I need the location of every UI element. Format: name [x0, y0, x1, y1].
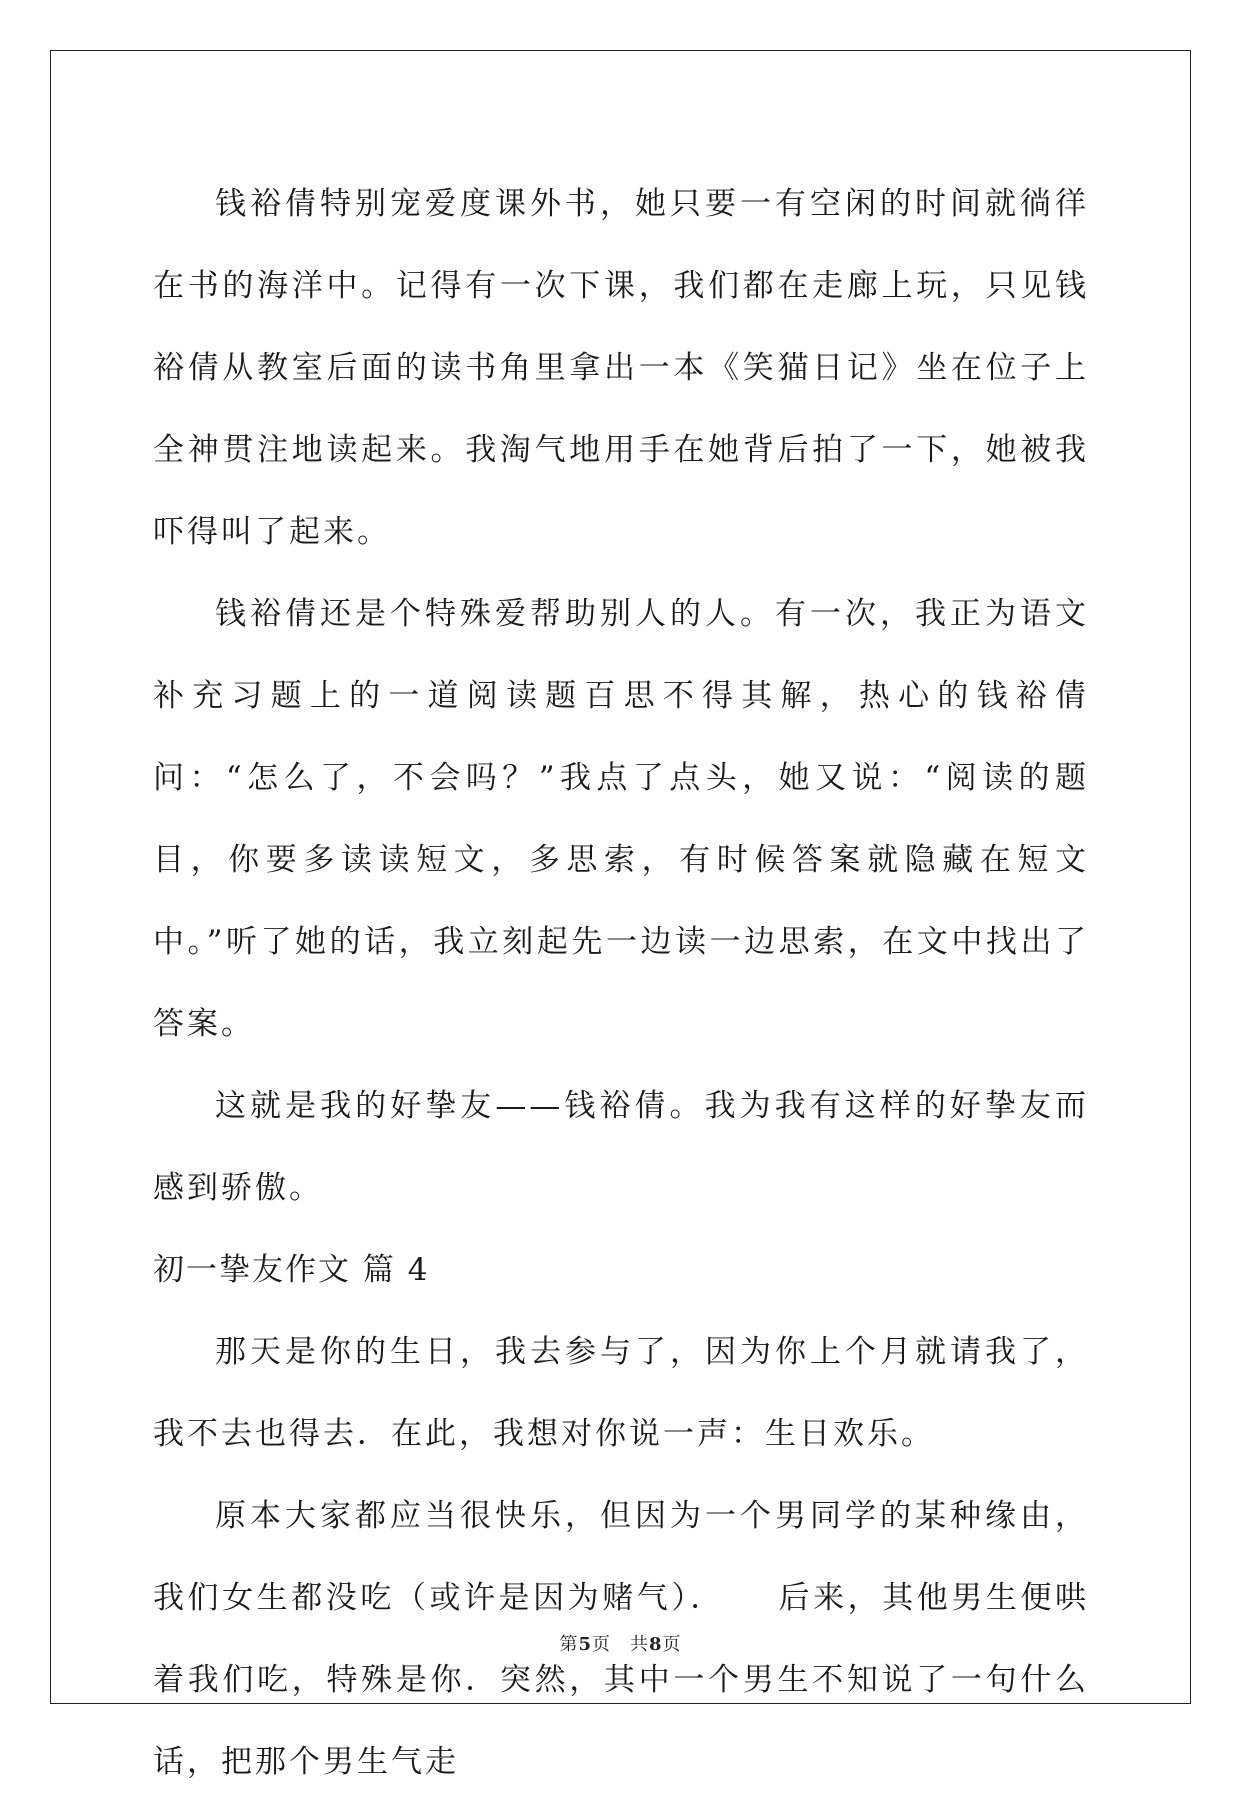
document-body	[153, 163, 1089, 1803]
footer-middle: 页 共	[592, 1634, 649, 1655]
paragraph: 那天是你的生日，我去参与了，因为你上个月就请我了，我不去也得去．在此，我想对你说一声：生日欢乐。	[153, 1334, 1089, 1452]
page-footer	[0, 1630, 1241, 1656]
footer-suffix: 页	[662, 1634, 682, 1655]
footer-page-number: 5	[578, 1634, 592, 1655]
paragraph: 钱裕倩特别宠爱度课外书，她只要一有空闲的时间就徜徉在书的海洋中。记得有一次下课，我们都在走廊上玩，只见钱裕倩从教室后面的读书角里拿出一本《笑猫日记》坐在位子上全神贯注地读起来。我淘气地用手在她背后拍了一下，她被我吓得叫了起来。	[153, 186, 1089, 550]
paragraph: 这就是我的好挚友——钱裕倩。我为我有这样的好挚友而感到骄傲。	[153, 1088, 1089, 1206]
paragraph: 钱裕倩还是个特殊爱帮助别人的人。有一次，我正为语文补充习题上的一道阅读题百思不得其解，热心的钱裕倩问：“怎么了，不会吗？”我点了点头，她又说：“阅读的题目，你要多读读短文，多思索，有时候答案就隐藏在短文中。”听了她的话，我立刻起先一边读一边思索，在文中找出了答案。	[153, 596, 1089, 1042]
footer-prefix: 第	[559, 1634, 579, 1655]
paragraph: 原本大家都应当很快乐，但因为一个男同学的某种缘由，我们女生都没吃（或许是因为赌气）． 后来，其他男生便哄着我们吃，特殊是你．突然，其中一个男生不知说了一句什么话，把那个男生气走	[153, 1498, 1089, 1780]
section-heading: 初一挚友作文 篇 4	[153, 1252, 430, 1288]
footer-total-pages: 8	[649, 1634, 663, 1655]
